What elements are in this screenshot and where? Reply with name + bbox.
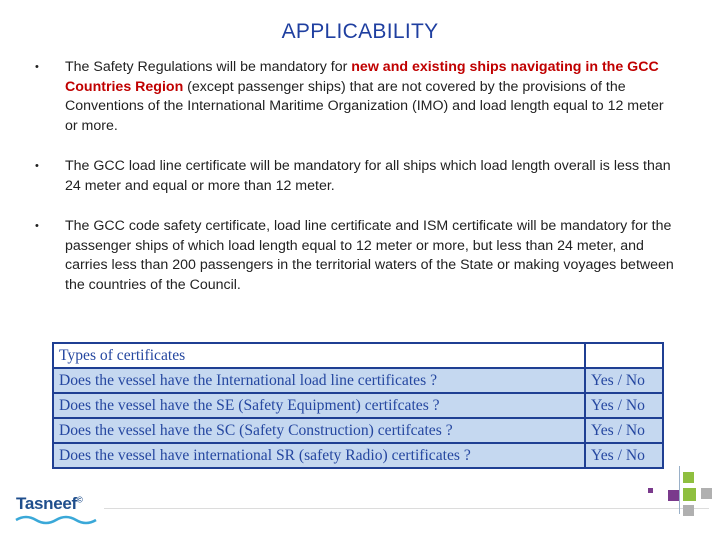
bullet-text bbox=[65, 58, 674, 136]
table-row bbox=[53, 368, 663, 393]
bullet-item bbox=[34, 157, 674, 196]
question-cell: Does the vessel have the SE (Safety Equipment) certifcates ? bbox=[53, 393, 585, 418]
bullet-text-highlight: new and existing ships navigating in the GCC Countries Region bbox=[65, 59, 659, 95]
table-row bbox=[53, 393, 663, 418]
table-header-empty-cell bbox=[585, 343, 663, 368]
table-row bbox=[53, 443, 663, 468]
bullet-item bbox=[34, 58, 674, 136]
accent-square bbox=[683, 505, 694, 516]
wave-icon bbox=[14, 514, 100, 526]
footer-divider bbox=[104, 508, 709, 509]
accent-line bbox=[679, 466, 680, 514]
accent-square bbox=[668, 490, 679, 501]
answer-cell: Yes / No bbox=[585, 418, 663, 443]
accent-square bbox=[683, 488, 696, 501]
certificates-table bbox=[52, 342, 664, 469]
accent-square bbox=[683, 472, 694, 483]
page-title: APPLICABILITY bbox=[281, 20, 439, 43]
bullet-text-post: (except passenger ships) that are not covered by the provisions of the Conventions of the International Maritime Organization (IMO) and load length equal to 12 meter or more. bbox=[65, 78, 664, 134]
question-cell: Does the vessel have the SC (Safety Construction) certifcates ? bbox=[53, 418, 585, 443]
bullet-text: The GCC code safety certificate, load line certificate and ISM certificate will be mandatory for the passenger ships of which load length equal to 12 meter or more, but less than 24 meter, and carries less than 200 passengers in the territorial waters of the State or making voyages between the countries of the Council. bbox=[65, 218, 674, 293]
accent-square bbox=[701, 488, 712, 499]
bullet-text: The GCC load line certificate will be mandatory for all ships which load length overall is less than 24 meter and equal or more than 12 meter. bbox=[65, 158, 671, 194]
tasneef-logo bbox=[14, 488, 104, 524]
table-header-row bbox=[53, 343, 663, 368]
table-header-cell: Types of certificates bbox=[53, 343, 585, 368]
accent-square bbox=[648, 488, 653, 493]
bullet-dot: • bbox=[35, 61, 39, 73]
bullet-dot: • bbox=[35, 160, 39, 172]
table-row bbox=[53, 418, 663, 443]
logo-text: Tasneef© bbox=[16, 494, 83, 513]
bullet-text-pre: The Safety Regulations will be mandatory for bbox=[65, 59, 352, 75]
answer-cell: Yes / No bbox=[585, 393, 663, 418]
question-cell: Does the vessel have international SR (safety Radio) certificates ? bbox=[53, 443, 585, 468]
question-cell: Does the vessel have the International load line certificates ? bbox=[53, 368, 585, 393]
answer-cell: Yes / No bbox=[585, 443, 663, 468]
bullet-dot: • bbox=[35, 220, 39, 232]
answer-cell: Yes / No bbox=[585, 368, 663, 393]
bullet-list bbox=[34, 58, 674, 316]
bullet-item bbox=[34, 217, 674, 295]
